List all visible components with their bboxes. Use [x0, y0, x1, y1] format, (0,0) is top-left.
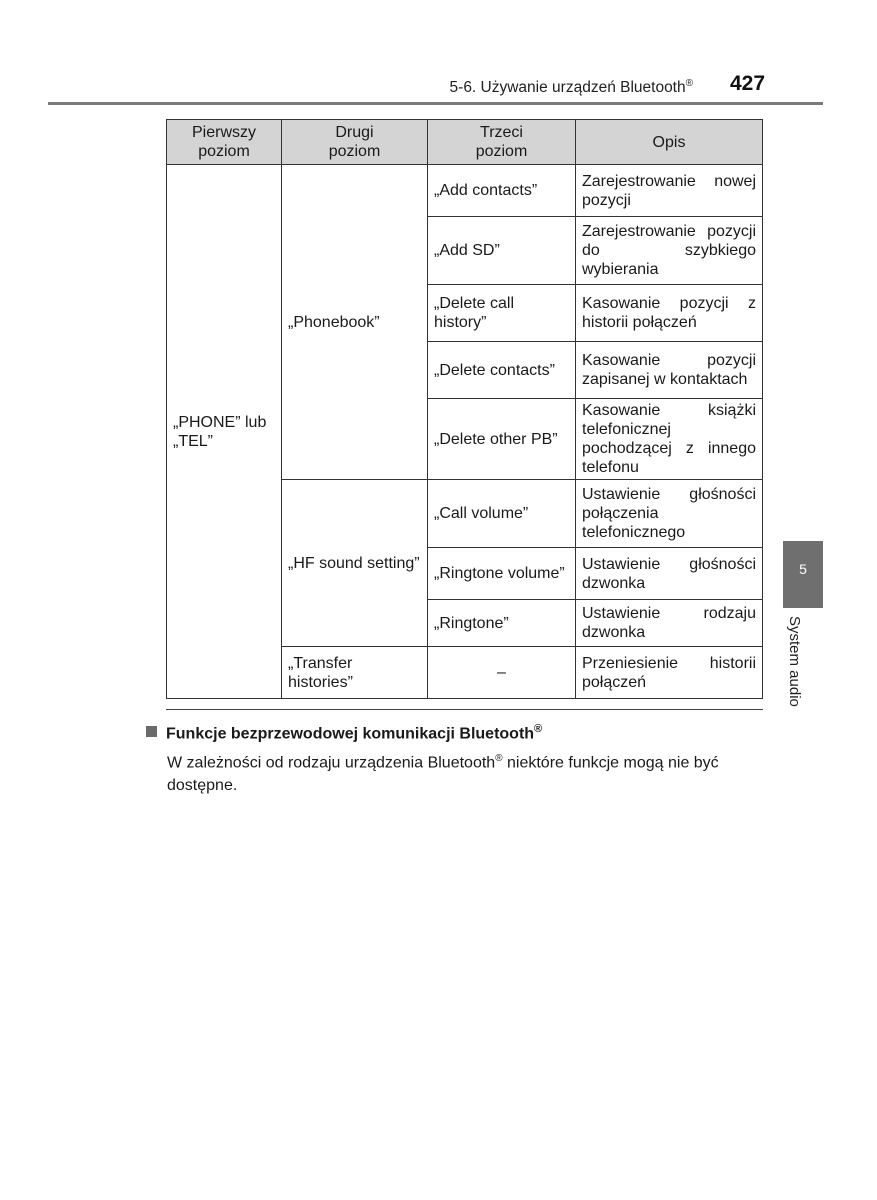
- level1-cell: „PHONE” lub „TEL”: [167, 165, 282, 699]
- menu-table: [166, 119, 763, 699]
- level3-cell: „Delete call history”: [428, 285, 576, 342]
- level2-cell-hf-sound: „HF sound setting”: [282, 480, 428, 647]
- chapter-tab: 5: [783, 541, 823, 608]
- column-header-level2: Drugi poziom: [282, 120, 428, 165]
- level3-cell: „Add contacts”: [428, 165, 576, 217]
- bluetooth-functions-section: [146, 719, 766, 797]
- table-header-row: [167, 120, 763, 165]
- description-cell: Zarejestrowanie nowej pozycji: [576, 165, 763, 217]
- description-cell: Kasowanie pozycji z historii połączeń: [576, 285, 763, 342]
- page-number: 427: [730, 72, 766, 95]
- header-divider: [48, 102, 823, 105]
- level3-cell: „Ringtone volume”: [428, 548, 576, 600]
- level3-cell: „Call volume”: [428, 480, 576, 548]
- level3-cell: –: [428, 647, 576, 699]
- section-body-text: W zależności od rodzaju urządzenia Bluetooth® niektóre funkcje mogą nie być dostępne.: [167, 753, 719, 794]
- header-section-title: 5-6. Używanie urządzeń Bluetooth®: [449, 78, 693, 97]
- description-cell: Przeniesienie historii połączeń: [576, 647, 763, 699]
- table-row: [167, 165, 763, 217]
- description-cell: Kasowanie pozycji zapisanej w kontaktach: [576, 342, 763, 399]
- description-cell: Ustawienie głośności dzwonka: [576, 548, 763, 600]
- level3-cell: „Ringtone”: [428, 600, 576, 647]
- description-cell: Ustawienie głośności połączenia telefonicznego: [576, 480, 763, 548]
- level3-cell: „Delete contacts”: [428, 342, 576, 399]
- description-cell: Kasowanie książki telefonicznej pochodzącej z innego telefonu: [576, 399, 763, 480]
- level2-cell-phonebook: „Phonebook”: [282, 165, 428, 480]
- description-cell: Zarejestrowanie pozycji do szybkiego wybierania: [576, 217, 763, 285]
- chapter-label: System audio: [786, 616, 803, 707]
- level3-cell: „Add SD”: [428, 217, 576, 285]
- square-bullet-icon: [146, 726, 157, 737]
- column-header-level3: Trzeci poziom: [428, 120, 576, 165]
- column-header-level1: Pierwszy poziom: [167, 120, 282, 165]
- section-heading: Funkcje bezprzewodowej komunikacji Bluetooth®: [146, 719, 766, 744]
- level3-cell: „Delete other PB”: [428, 399, 576, 480]
- description-cell: Ustawienie rodzaju dzwonka: [576, 600, 763, 647]
- section-divider: [166, 709, 763, 710]
- level2-cell-transfer: „Transfer histories”: [282, 647, 428, 699]
- column-header-description: Opis: [576, 120, 763, 165]
